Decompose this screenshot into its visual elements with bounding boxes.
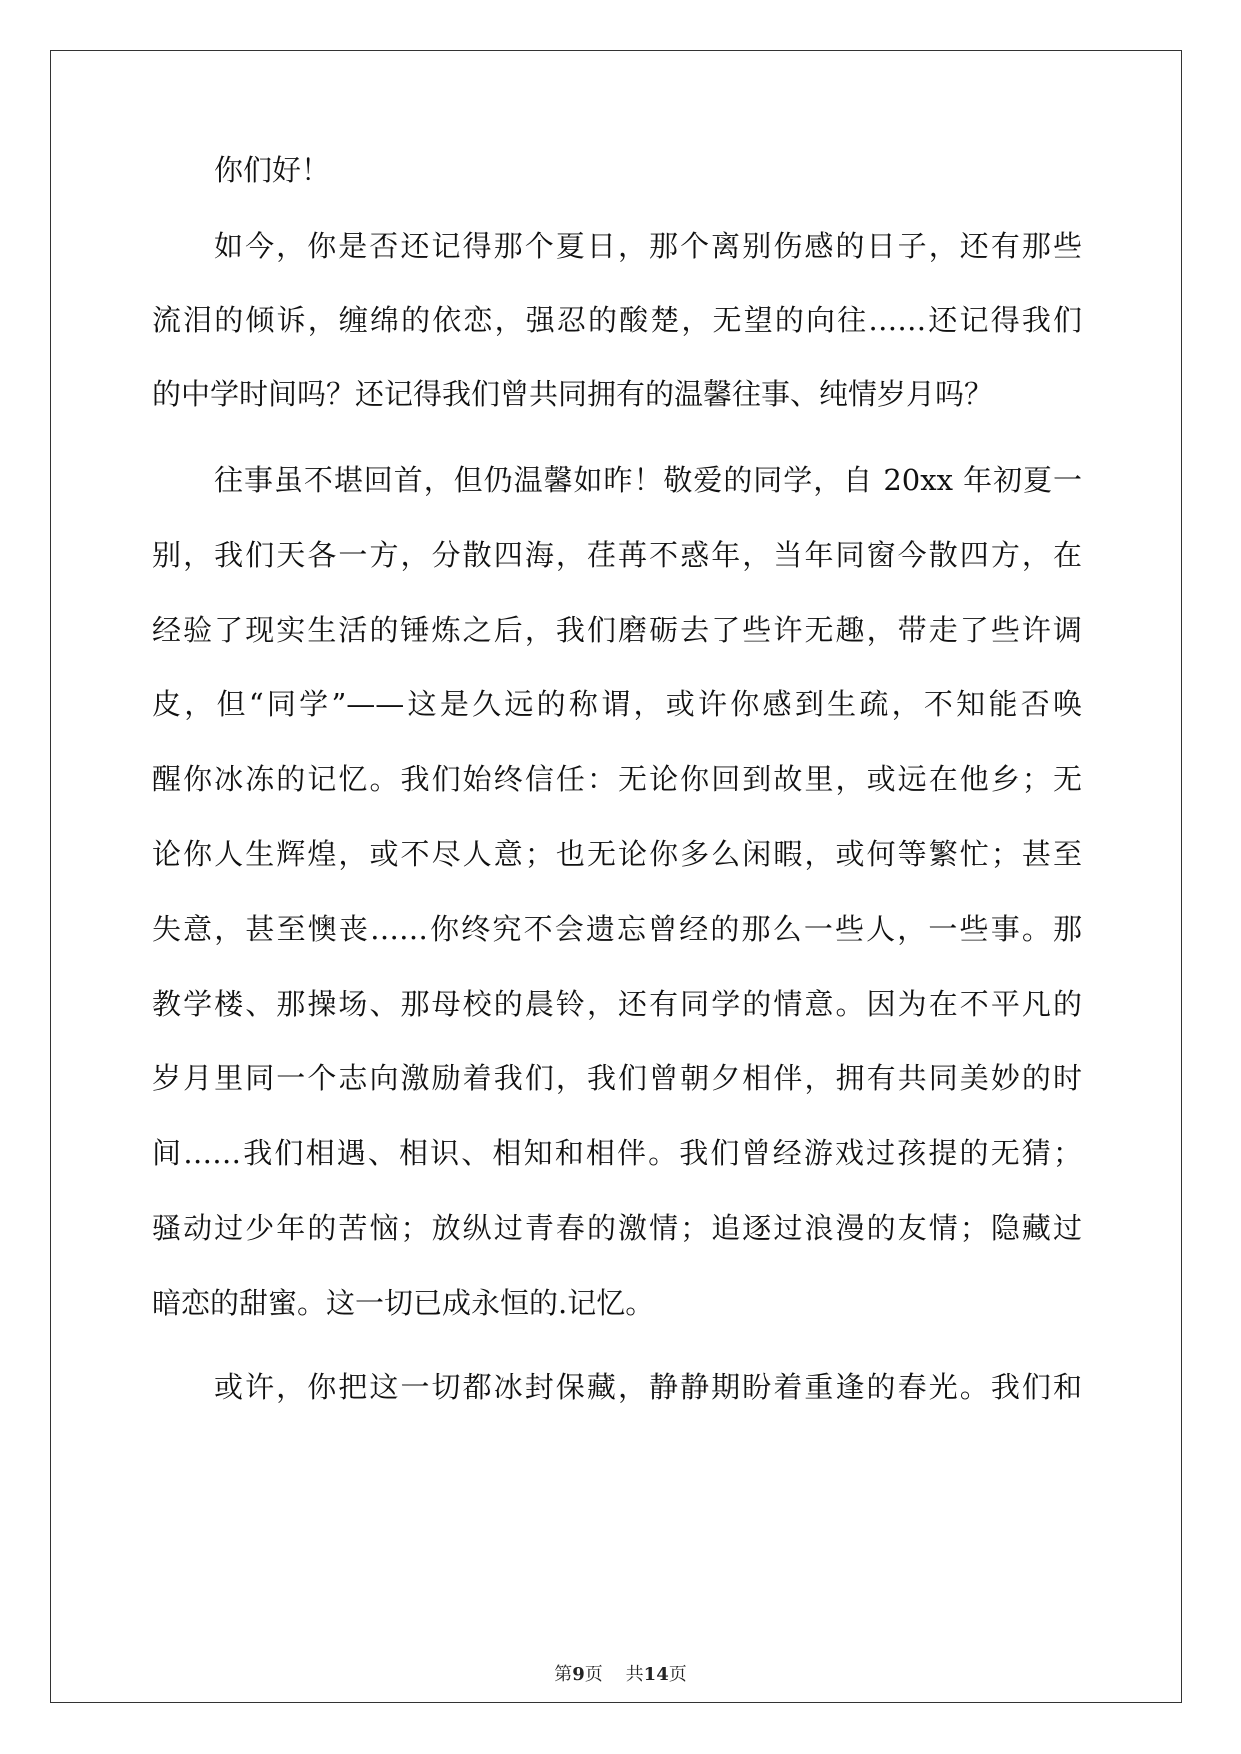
text-line: 失意，甚至懊丧……你终究不会遗忘曾经的那么一些人，一些事。那 bbox=[152, 912, 1082, 946]
text-line: 往事虽不堪回首，但仍温馨如昨！敬爱的同学，自 20xx 年初夏一 bbox=[214, 463, 1082, 497]
text-line: 骚动过少年的苦恼；放纵过青春的激情；追逐过浪漫的友情；隐藏过 bbox=[152, 1211, 1082, 1245]
text-line: 间……我们相遇、相识、相知和相伴。我们曾经游戏过孩提的无猜； bbox=[152, 1136, 1082, 1170]
text-line: 教学楼、那操场、那母校的晨铃，还有同学的情意。因为在不平凡的 bbox=[152, 987, 1082, 1021]
text-line: 暗恋的甜蜜。这一切已成永恒的.记忆。 bbox=[152, 1286, 655, 1320]
text-line: 论你人生辉煌，或不尽人意；也无论你多么闲暇，或何等繁忙；甚至 bbox=[152, 837, 1082, 871]
text-line: 如今，你是否还记得那个夏日，那个离别伤感的日子，还有那些 bbox=[214, 229, 1082, 263]
page-total: 14 bbox=[643, 1664, 669, 1685]
text-line: 醒你冰冻的记忆。我们始终信任：无论你回到故里，或远在他乡；无 bbox=[152, 762, 1082, 796]
text-line: 你们好！ bbox=[214, 153, 331, 187]
text-line: 的中学时间吗？还记得我们曾共同拥有的温馨往事、纯情岁月吗？ bbox=[152, 377, 994, 411]
text-line: 经验了现实生活的锤炼之后，我们磨砺去了些许无趣，带走了些许调 bbox=[152, 613, 1082, 647]
text-line: 别，我们天各一方，分散四海，荏苒不惑年，当年同窗今散四方，在 bbox=[152, 538, 1082, 572]
text-line: 流泪的倾诉，缠绵的依恋，强忍的酸楚，无望的向往……还记得我们 bbox=[152, 303, 1082, 337]
total-prefix: 共 bbox=[625, 1664, 644, 1685]
page-footer bbox=[0, 1663, 1241, 1687]
page-unit: 页 bbox=[584, 1664, 603, 1685]
page-prefix: 第 bbox=[554, 1664, 573, 1685]
page-border bbox=[50, 50, 1182, 1703]
text-line: 岁月里同一个志向激励着我们，我们曾朝夕相伴，拥有共同美妙的时 bbox=[152, 1061, 1082, 1095]
total-unit: 页 bbox=[668, 1664, 687, 1685]
page-current: 9 bbox=[572, 1664, 585, 1685]
text-line: 或许，你把这一切都冰封保藏，静静期盼着重逢的春光。我们和 bbox=[214, 1370, 1082, 1404]
text-line: 皮，但“同学”——这是久远的称谓，或许你感到生疏，不知能否唤 bbox=[152, 687, 1082, 721]
